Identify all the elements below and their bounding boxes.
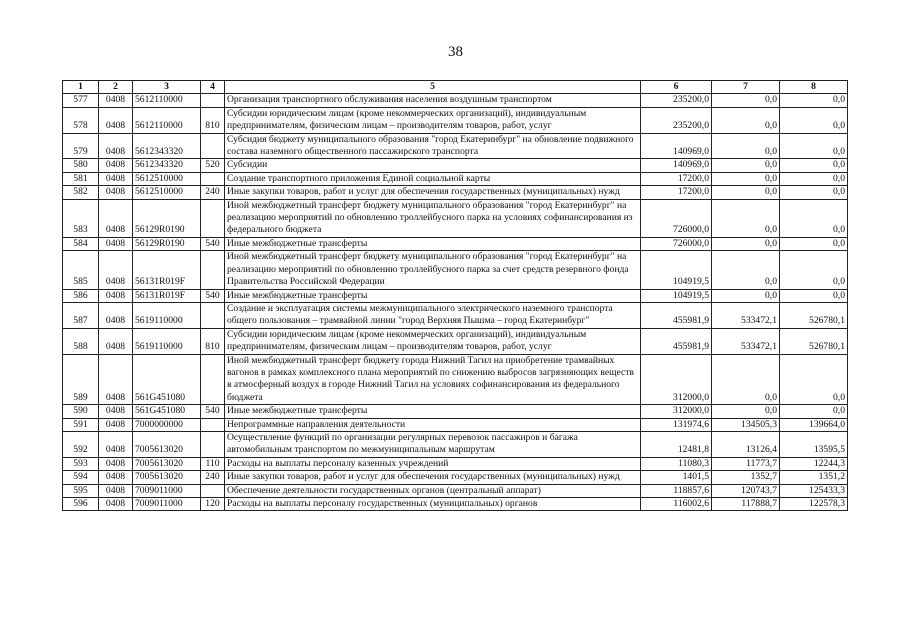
table-cell: 1351,2 [780,471,848,484]
table-row [63,484,848,497]
table-cell: 56131R019F [133,251,201,289]
table-cell: 578 [63,107,99,133]
table-cell: Субсидии [225,159,641,172]
table-cell: 5619110000 [133,302,201,328]
table-cell: 520 [201,159,225,172]
table-cell: 5612343320 [133,159,201,172]
table-cell: 0,0 [780,354,848,405]
table-cell: 5619110000 [133,328,201,354]
table-cell: Иные закупки товаров, работ и услуг для обеспечения государственных (муниципальных) нужд [225,186,641,199]
table-cell: 1352,7 [712,471,780,484]
column-header: 8 [780,81,848,94]
table-cell: Субсидия бюджету муниципального образования "город Екатеринбург" на обновление подвижного состава наземного общественного пассажирского транспорта [225,133,641,159]
column-header: 7 [712,81,780,94]
table-cell: Иные закупки товаров, работ и услуг для обеспечения государственных (муниципальных) нужд [225,471,641,484]
table-cell: 0,0 [780,94,848,107]
table-row [63,354,848,405]
table-cell: 0,0 [780,107,848,133]
table-cell: 0,0 [712,159,780,172]
table-cell: Субсидии юридическим лицам (кроме некоммерческих организаций), индивидуальным предпринимателям, физическим лицам – производителям товаров, работ, услуг [225,107,641,133]
table-cell: 11080,3 [641,457,712,470]
table-cell: 592 [63,431,99,457]
table-cell [201,199,225,237]
column-header: 4 [201,81,225,94]
table-cell: 589 [63,354,99,405]
table-row [63,289,848,302]
table-cell: 586 [63,289,99,302]
table-cell: 140969,0 [641,133,712,159]
table-cell: Обеспечение деятельности государственных органов (центральный аппарат) [225,484,641,497]
table-cell: 582 [63,186,99,199]
table-cell: 594 [63,471,99,484]
table-cell: 0,0 [712,199,780,237]
table-cell: 0,0 [712,405,780,418]
table-cell: 577 [63,94,99,107]
table-cell: 540 [201,405,225,418]
table-cell: 140969,0 [641,159,712,172]
table-cell [201,484,225,497]
table-cell: 235200,0 [641,94,712,107]
table-cell: 56129R0190 [133,199,201,237]
table-cell: Иной межбюджетный трансферт бюджету муниципального образования "город Екатеринбург" на реализацию мероприятий по обновлению троллейбусного парка на условиях софинансирования из федерального бюджета [225,199,641,237]
table-cell: 7005613020 [133,471,201,484]
column-header: 1 [63,81,99,94]
table-cell: 583 [63,199,99,237]
table-cell: 122578,3 [780,498,848,511]
table-cell: 581 [63,172,99,185]
table-cell: 120743,7 [712,484,780,497]
table-cell: 312000,0 [641,354,712,405]
table-cell: 533472,1 [712,302,780,328]
table-cell: 591 [63,418,99,431]
table-cell: 12244,3 [780,457,848,470]
table-cell: 0,0 [780,251,848,289]
table-cell: 13126,4 [712,431,780,457]
table-cell: 17200,0 [641,172,712,185]
table-cell: Иные межбюджетные трансферты [225,237,641,250]
table-cell: 1401,5 [641,471,712,484]
table-cell: 56131R019F [133,289,201,302]
table-cell: 587 [63,302,99,328]
table-cell: Субсидии юридическим лицам (кроме некоммерческих организаций), индивидуальным предпринимателям, физическим лицам – производителям товаров, работ, услуг [225,328,641,354]
table-cell: 139664,0 [780,418,848,431]
table-cell: 0408 [99,354,133,405]
table-cell: 0408 [99,251,133,289]
column-header: 5 [225,81,641,94]
table-cell: 120 [201,498,225,511]
table-cell: Иной межбюджетный трансферт бюджету города Нижний Тагил на приобретение трамвайных вагонов в рамках комплексного плана мероприятий по снижению выбросов загрязняющих веществ в атмосферный воздух в городе Нижний Тагил на условиях софинансирования из федерального бюджета [225,354,641,405]
table-cell: 0,0 [712,133,780,159]
table-cell: 0,0 [712,289,780,302]
table-cell: 526780,1 [780,328,848,354]
table-cell: 11773,7 [712,457,780,470]
table-cell: Иные межбюджетные трансферты [225,289,641,302]
column-header: 6 [641,81,712,94]
table-row [63,471,848,484]
table-cell: 593 [63,457,99,470]
table-cell: 810 [201,107,225,133]
table-cell: 12481,8 [641,431,712,457]
table-cell: 0,0 [780,289,848,302]
table-cell: 0408 [99,431,133,457]
table-cell: 7009011000 [133,498,201,511]
table-row [63,172,848,185]
table-row [63,431,848,457]
table-cell [201,133,225,159]
table-cell: 5612510000 [133,186,201,199]
table-cell: 312000,0 [641,405,712,418]
table-cell: 579 [63,133,99,159]
table-cell: Создание и эксплуатация системы межмуниципального электрического наземного транспорта общего пользования – трамвайной линии "город Верхняя Пышма – город Екатеринбург" [225,302,641,328]
table-row [63,133,848,159]
table-cell: 726000,0 [641,199,712,237]
table-cell: 104919,5 [641,289,712,302]
table-cell: Иной межбюджетный трансферт бюджету муниципального образования "город Екатеринбург" на реализацию мероприятий по обновлению троллейбусного парка за счет средств резервного фонда Правительства Российской Федерации [225,251,641,289]
table-row [63,251,848,289]
table-cell: 0,0 [780,186,848,199]
table-cell: 0,0 [780,133,848,159]
budget-table [62,80,848,511]
table-cell: 0408 [99,471,133,484]
table-cell: 0,0 [712,94,780,107]
table-cell: Непрограммные направления деятельности [225,418,641,431]
table-cell [201,431,225,457]
table-cell: 0408 [99,289,133,302]
table-cell: 0408 [99,484,133,497]
page-number: 38 [448,44,463,60]
table-cell: 117888,7 [712,498,780,511]
table-cell: 0,0 [780,199,848,237]
table-cell: 0408 [99,457,133,470]
table-cell [201,418,225,431]
table-cell: 0408 [99,172,133,185]
table-cell: 0,0 [712,172,780,185]
table-cell: 455981,9 [641,302,712,328]
table-cell: 596 [63,498,99,511]
table-cell: 134505,3 [712,418,780,431]
table-cell: 17200,0 [641,186,712,199]
table-row [63,302,848,328]
table-cell [201,172,225,185]
table-row [63,199,848,237]
table-cell: 561G451080 [133,354,201,405]
table-cell: 585 [63,251,99,289]
table-cell: 7005613020 [133,457,201,470]
table-cell: 0408 [99,159,133,172]
table-cell: 726000,0 [641,237,712,250]
table-row [63,328,848,354]
table-row [63,237,848,250]
table-cell: 0408 [99,186,133,199]
table-cell: 56129R0190 [133,237,201,250]
table-cell: 580 [63,159,99,172]
table-cell: 0408 [99,328,133,354]
table-cell: 7005613020 [133,431,201,457]
table-cell: Расходы на выплаты персоналу казенных учреждений [225,457,641,470]
table-cell: Расходы на выплаты персоналу государственных (муниципальных) органов [225,498,641,511]
table-cell: 0408 [99,94,133,107]
table-row [63,457,848,470]
table-cell: 0,0 [780,159,848,172]
table-cell: 810 [201,328,225,354]
table-cell: Организация транспортного обслуживания населения воздушным транспортом [225,94,641,107]
table-cell: 240 [201,471,225,484]
table-row [63,418,848,431]
table-cell: 125433,3 [780,484,848,497]
table-cell: 595 [63,484,99,497]
table-cell: 7009011000 [133,484,201,497]
table-cell: 0,0 [780,405,848,418]
table-row [63,94,848,107]
table-row [63,405,848,418]
table-cell: Осуществление функций по организации регулярных перевозок пассажиров и багажа автомобильным транспортом по межмуниципальным маршрутам [225,431,641,457]
table-cell [201,251,225,289]
table-cell: 131974,6 [641,418,712,431]
table-cell: Иные межбюджетные трансферты [225,405,641,418]
table-cell: 5612110000 [133,94,201,107]
table-cell: 0,0 [712,251,780,289]
table-cell: 235200,0 [641,107,712,133]
table-cell: 0408 [99,237,133,250]
table-cell: 5612110000 [133,107,201,133]
table-row [63,186,848,199]
table-cell: 0408 [99,302,133,328]
table-body [63,94,848,511]
table-cell: 455981,9 [641,328,712,354]
table-cell: 5612510000 [133,172,201,185]
table-cell: 584 [63,237,99,250]
table-cell [201,302,225,328]
table-cell: 0408 [99,405,133,418]
table-cell: 0,0 [712,107,780,133]
table-row [63,107,848,133]
table-cell: 0,0 [712,354,780,405]
table-row [63,159,848,172]
table-cell: 590 [63,405,99,418]
table-cell: 540 [201,289,225,302]
table-cell: 526780,1 [780,302,848,328]
table-cell: 0408 [99,107,133,133]
table-cell: 0,0 [780,237,848,250]
table-cell: 533472,1 [712,328,780,354]
table-cell: 0,0 [712,186,780,199]
table-header-row [63,81,848,94]
table-cell: 110 [201,457,225,470]
table-cell: 116002,6 [641,498,712,511]
table-cell: 0408 [99,199,133,237]
table-cell: 13595,5 [780,431,848,457]
table-cell: 7000000000 [133,418,201,431]
column-header: 2 [99,81,133,94]
table-cell: 104919,5 [641,251,712,289]
table-cell: 0408 [99,418,133,431]
table-cell: 588 [63,328,99,354]
table-row [63,498,848,511]
table-cell: 540 [201,237,225,250]
table-cell: 561G451080 [133,405,201,418]
table-cell: Создание транспортного приложения Единой социальной карты [225,172,641,185]
table-cell: 0,0 [780,172,848,185]
table-cell: 0408 [99,498,133,511]
table-cell [201,354,225,405]
table-cell: 240 [201,186,225,199]
table-cell: 5612343320 [133,133,201,159]
table-cell: 0,0 [712,237,780,250]
table-cell: 0408 [99,133,133,159]
column-header: 3 [133,81,201,94]
table-cell: 118857,6 [641,484,712,497]
table-cell [201,94,225,107]
